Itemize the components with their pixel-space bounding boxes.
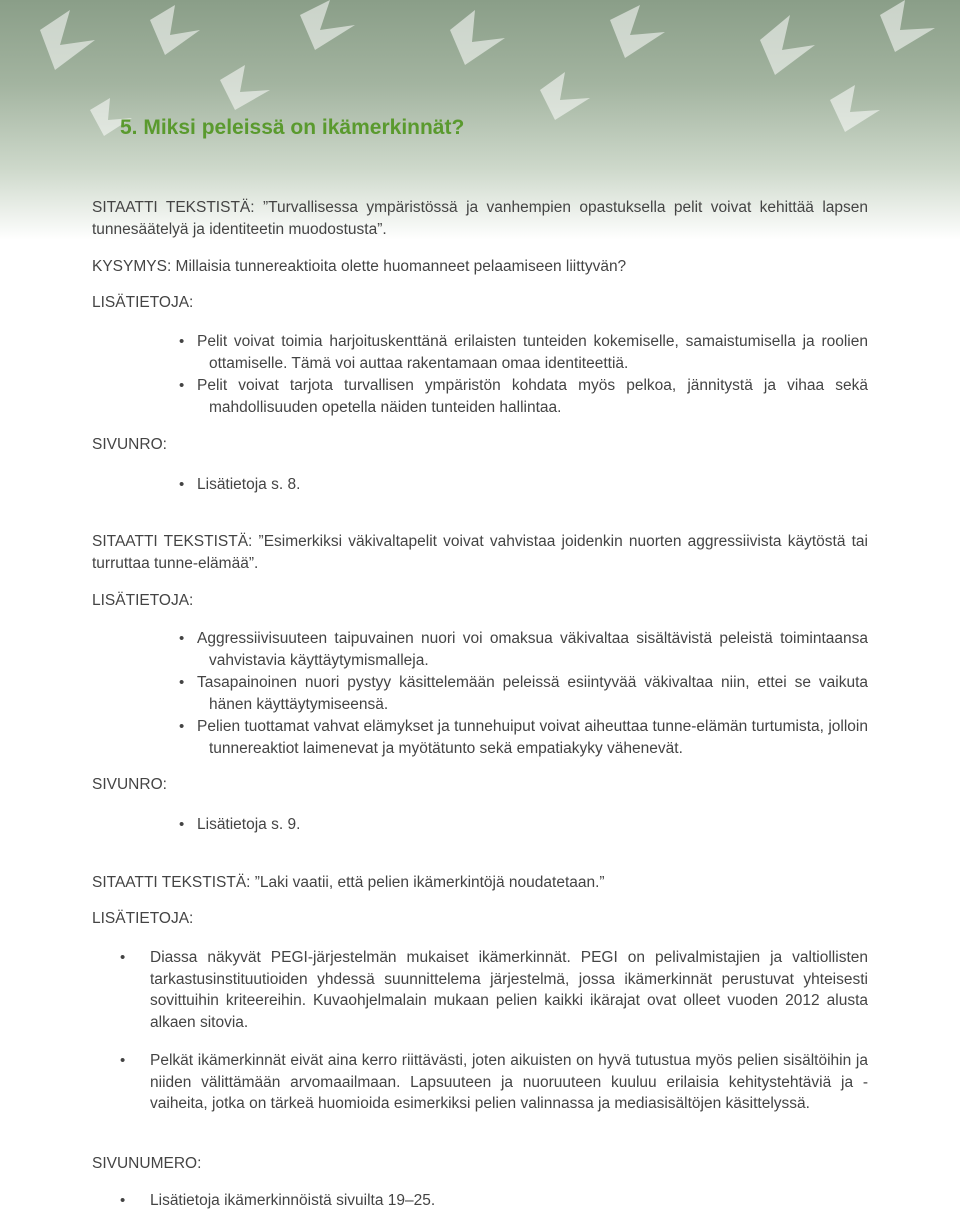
bullet-icon: • xyxy=(179,674,185,691)
quote-2: SITAATTI TEKSTISTÄ: ”Esimerkiksi väkivaltapelit voivat vahvistaa joidenkin nuorten aggressiivista käytöstä tai turruttaa tunne-elämää”. xyxy=(92,533,868,572)
bullet-icon: • xyxy=(179,718,185,735)
question-1: KYSYMYS: Millaisia tunnereaktioita olette huomanneet pelaamiseen liittyvän? xyxy=(92,258,627,275)
info-label-1: LISÄTIETOJA: xyxy=(92,294,194,311)
list-item: • Pelien tuottamat vahvat elämykset ja tunnehuiput voivat aiheuttaa tunne-elämän turtumista, jolloin tunnereaktiot laimenevat ja myötätunto sekä empatiakyky vähenevät. xyxy=(179,718,868,757)
list-item: • Aggressiivisuuteen taipuvainen nuori voi omaksua väkivaltaa sisältävistä peleistä toimintaansa vahvistavia käyttäytymismalleja. xyxy=(179,630,868,669)
list-item: • Diassa näkyvät PEGI-järjestelmän mukaiset ikämerkinnät. PEGI on pelivalmistajien ja valtiollisten tarkastusinstituutioiden yhdessä suunnittelema järjestelmä, jossa ikämerkinnät perustuvat yhteisesti sovittuihin kriteereihin. Kuvaohjelmalain mukaan pelien kaikki ikärajat ovat olleet vuoden 2012 alusta alkaen sitovia. xyxy=(120,949,868,1031)
bullet-icon: • xyxy=(179,816,185,833)
info-label-3: LISÄTIETOJA: xyxy=(92,910,194,927)
bullet-icon: • xyxy=(120,1052,126,1069)
page-label-1: SIVUNRO: xyxy=(92,436,167,453)
info-label-2: LISÄTIETOJA: xyxy=(92,592,194,609)
bullet-icon: • xyxy=(179,333,185,350)
page-label-3: SIVUNUMERO: xyxy=(92,1155,202,1172)
bullet-icon: • xyxy=(179,377,185,394)
bullet-icon: • xyxy=(120,1192,126,1209)
page-label-2: SIVUNRO: xyxy=(92,776,167,793)
quote-1: SITAATTI TEKSTISTÄ: ”Turvallisessa ympäristössä ja vanhempien opastuksella pelit voivat kehittää lapsen tunnesäätelyä ja identiteetin muodostusta”. xyxy=(92,199,868,238)
page-title: 5. Miksi peleissä on ikämerkinnät? xyxy=(120,116,465,139)
list-item: • Lisätietoja ikämerkinnöistä sivuilta 19–25. xyxy=(150,1190,868,1212)
list-item: • Lisätietoja s. 9. xyxy=(197,814,868,836)
list-item: • Tasapainoinen nuori pystyy käsittelemään peleissä esiintyvää väkivaltaa niin, ettei se vaikuta hänen käyttäytymiseensä. xyxy=(179,674,868,713)
bullet-icon: • xyxy=(179,630,185,647)
list-item: • Pelkät ikämerkinnät eivät aina kerro riittävästi, joten aikuisten on hyvä tutustua myös pelien sisältöihin ja niiden välittämään arvomaailmaan. Lapsuuteen ja nuoruuteen kuuluu erilaisia kehitystehtäviä ja -vaiheita, jotka on tärkeä huomioida esimerkiksi pelien valinnassa ja mediasisältöjen käsittelyssä. xyxy=(120,1052,868,1112)
list-item: • Pelit voivat toimia harjoituskenttänä erilaisten tunteiden kokemiselle, samaistumisella ja roolien ottamiselle. Tämä voi auttaa rakentamaan omaa identiteettiä. xyxy=(179,333,868,372)
bullet-icon: • xyxy=(120,949,126,966)
list-item: • Lisätietoja s. 8. xyxy=(197,474,868,496)
bullet-icon: • xyxy=(179,476,185,493)
quote-3: SITAATTI TEKSTISTÄ: ”Laki vaatii, että pelien ikämerkintöjä noudatetaan.” xyxy=(92,874,605,891)
list-item: • Pelit voivat tarjota turvallisen ympäristön kohdata myös pelkoa, jännitystä ja vihaa sekä mahdollisuuden opetella näiden tunteiden hallintaa. xyxy=(179,377,868,416)
